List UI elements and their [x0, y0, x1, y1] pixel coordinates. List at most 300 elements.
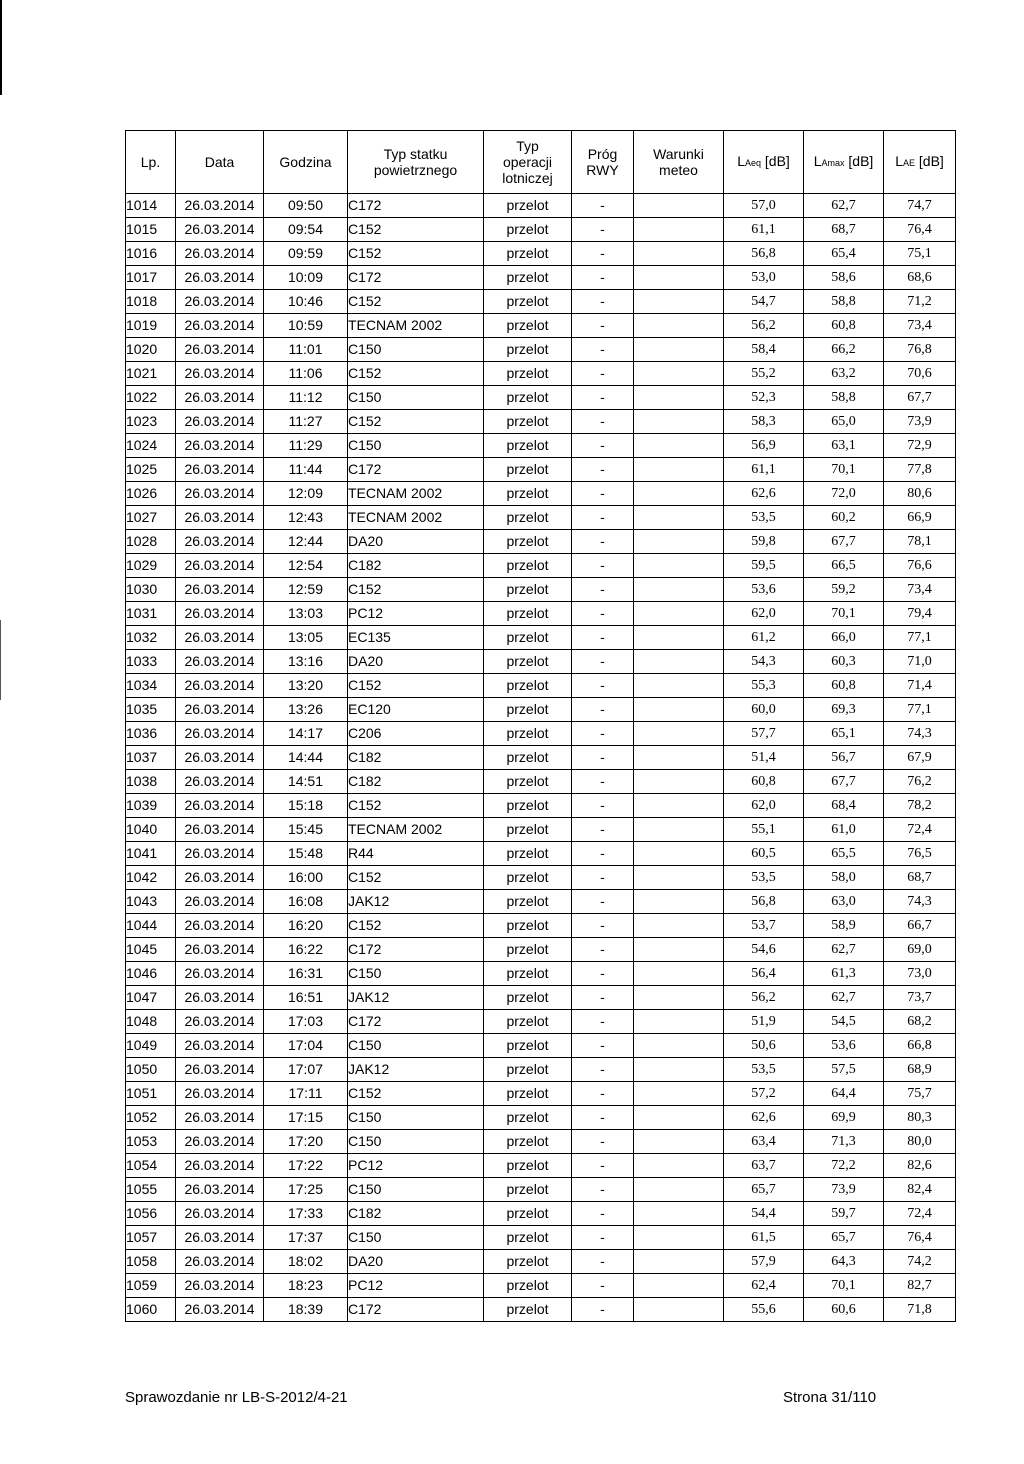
- cell-operation-type: przelot: [484, 986, 572, 1010]
- cell-operation-type: przelot: [484, 314, 572, 338]
- cell-weather: [634, 578, 724, 602]
- table-row: [126, 266, 956, 290]
- cell-lae: 71,8: [884, 1298, 956, 1322]
- cell-lamax: 70,1: [804, 458, 884, 482]
- cell-lae: 76,6: [884, 554, 956, 578]
- cell-runway-threshold: -: [572, 1106, 634, 1130]
- cell-lamax: 67,7: [804, 530, 884, 554]
- cell-runway-threshold: -: [572, 242, 634, 266]
- cell-weather: [634, 1298, 724, 1322]
- cell-lp: 1060: [126, 1298, 176, 1322]
- cell-date: 26.03.2014: [176, 434, 264, 458]
- cell-lp: 1050: [126, 1058, 176, 1082]
- cell-lp: 1051: [126, 1082, 176, 1106]
- cell-lamax: 63,0: [804, 890, 884, 914]
- cell-weather: [634, 986, 724, 1010]
- cell-date: 26.03.2014: [176, 458, 264, 482]
- cell-weather: [634, 506, 724, 530]
- header-time: Godzina: [264, 131, 348, 194]
- cell-lae: 74,7: [884, 194, 956, 218]
- cell-date: 26.03.2014: [176, 866, 264, 890]
- table-row: [126, 674, 956, 698]
- cell-date: 26.03.2014: [176, 290, 264, 314]
- cell-operation-type: przelot: [484, 866, 572, 890]
- cell-lae: 72,4: [884, 1202, 956, 1226]
- cell-weather: [634, 1106, 724, 1130]
- cell-laeq: 54,4: [724, 1202, 804, 1226]
- cell-lp: 1044: [126, 914, 176, 938]
- cell-runway-threshold: -: [572, 530, 634, 554]
- cell-time: 17:15: [264, 1106, 348, 1130]
- cell-laeq: 50,6: [724, 1034, 804, 1058]
- cell-lamax: 59,2: [804, 578, 884, 602]
- cell-date: 26.03.2014: [176, 266, 264, 290]
- cell-time: 11:12: [264, 386, 348, 410]
- report-number: Sprawozdanie nr LB-S-2012/4-21: [125, 1389, 348, 1406]
- cell-aircraft-type: C172: [348, 1010, 484, 1034]
- cell-lae: 76,4: [884, 1226, 956, 1250]
- cell-aircraft-type: C152: [348, 410, 484, 434]
- cell-laeq: 51,9: [724, 1010, 804, 1034]
- cell-laeq: 56,4: [724, 962, 804, 986]
- cell-lp: 1018: [126, 290, 176, 314]
- cell-aircraft-type: C150: [348, 434, 484, 458]
- cell-runway-threshold: -: [572, 1274, 634, 1298]
- page-number: Strona 31/110: [783, 1389, 877, 1406]
- table-row: [126, 482, 956, 506]
- cell-aircraft-type: C206: [348, 722, 484, 746]
- cell-lae: 68,9: [884, 1058, 956, 1082]
- cell-runway-threshold: -: [572, 674, 634, 698]
- table-row: [126, 410, 956, 434]
- cell-lp: 1052: [126, 1106, 176, 1130]
- cell-lae: 77,1: [884, 626, 956, 650]
- cell-laeq: 63,4: [724, 1130, 804, 1154]
- cell-operation-type: przelot: [484, 290, 572, 314]
- cell-operation-type: przelot: [484, 362, 572, 386]
- cell-weather: [634, 650, 724, 674]
- cell-lp: 1048: [126, 1010, 176, 1034]
- cell-time: 17:04: [264, 1034, 348, 1058]
- cell-runway-threshold: -: [572, 1298, 634, 1322]
- cell-aircraft-type: PC12: [348, 1154, 484, 1178]
- cell-aircraft-type: C172: [348, 1298, 484, 1322]
- cell-date: 26.03.2014: [176, 1298, 264, 1322]
- cell-lp: 1033: [126, 650, 176, 674]
- cell-lamax: 64,4: [804, 1082, 884, 1106]
- cell-laeq: 57,2: [724, 1082, 804, 1106]
- cell-runway-threshold: -: [572, 314, 634, 338]
- cell-operation-type: przelot: [484, 338, 572, 362]
- cell-weather: [634, 1082, 724, 1106]
- table-row: [126, 218, 956, 242]
- cell-weather: [634, 242, 724, 266]
- cell-operation-type: przelot: [484, 194, 572, 218]
- table-row: [126, 602, 956, 626]
- cell-operation-type: przelot: [484, 818, 572, 842]
- cell-lp: 1028: [126, 530, 176, 554]
- cell-aircraft-type: C150: [348, 1130, 484, 1154]
- cell-aircraft-type: DA20: [348, 530, 484, 554]
- cell-weather: [634, 842, 724, 866]
- cell-laeq: 62,6: [724, 1106, 804, 1130]
- cell-lamax: 61,0: [804, 818, 884, 842]
- cell-aircraft-type: PC12: [348, 1274, 484, 1298]
- cell-time: 12:43: [264, 506, 348, 530]
- table-row: [126, 1226, 956, 1250]
- cell-laeq: 55,2: [724, 362, 804, 386]
- cell-weather: [634, 194, 724, 218]
- table-row: [126, 962, 956, 986]
- cell-weather: [634, 794, 724, 818]
- cell-lae: 67,7: [884, 386, 956, 410]
- cell-lae: 71,4: [884, 674, 956, 698]
- table-row: [126, 1058, 956, 1082]
- cell-date: 26.03.2014: [176, 410, 264, 434]
- cell-laeq: 57,0: [724, 194, 804, 218]
- cell-laeq: 59,8: [724, 530, 804, 554]
- cell-runway-threshold: -: [572, 938, 634, 962]
- cell-date: 26.03.2014: [176, 362, 264, 386]
- header-laeq: LAeq [dB]: [724, 131, 804, 194]
- cell-laeq: 53,7: [724, 914, 804, 938]
- cell-laeq: 53,6: [724, 578, 804, 602]
- cell-lamax: 66,2: [804, 338, 884, 362]
- cell-laeq: 54,6: [724, 938, 804, 962]
- table-header-row: [126, 131, 956, 194]
- cell-aircraft-type: C150: [348, 338, 484, 362]
- table-row: [126, 1154, 956, 1178]
- cell-time: 10:09: [264, 266, 348, 290]
- table-row: [126, 1202, 956, 1226]
- cell-lamax: 56,7: [804, 746, 884, 770]
- cell-aircraft-type: C182: [348, 746, 484, 770]
- cell-runway-threshold: -: [572, 458, 634, 482]
- cell-lp: 1037: [126, 746, 176, 770]
- cell-runway-threshold: -: [572, 338, 634, 362]
- cell-operation-type: przelot: [484, 554, 572, 578]
- cell-aircraft-type: C152: [348, 914, 484, 938]
- cell-lp: 1039: [126, 794, 176, 818]
- header-date: Data: [176, 131, 264, 194]
- cell-operation-type: przelot: [484, 746, 572, 770]
- cell-time: 17:25: [264, 1178, 348, 1202]
- cell-date: 26.03.2014: [176, 602, 264, 626]
- cell-operation-type: przelot: [484, 578, 572, 602]
- cell-operation-type: przelot: [484, 914, 572, 938]
- cell-lae: 73,4: [884, 578, 956, 602]
- cell-runway-threshold: -: [572, 842, 634, 866]
- cell-weather: [634, 386, 724, 410]
- cell-aircraft-type: C182: [348, 554, 484, 578]
- cell-weather: [634, 290, 724, 314]
- cell-operation-type: przelot: [484, 1010, 572, 1034]
- cell-time: 11:44: [264, 458, 348, 482]
- cell-laeq: 62,0: [724, 794, 804, 818]
- cell-laeq: 58,4: [724, 338, 804, 362]
- cell-aircraft-type: DA20: [348, 1250, 484, 1274]
- cell-date: 26.03.2014: [176, 1106, 264, 1130]
- cell-lae: 77,1: [884, 698, 956, 722]
- cell-lae: 68,2: [884, 1010, 956, 1034]
- cell-aircraft-type: C150: [348, 1034, 484, 1058]
- cell-date: 26.03.2014: [176, 794, 264, 818]
- cell-lamax: 66,0: [804, 626, 884, 650]
- cell-date: 26.03.2014: [176, 1274, 264, 1298]
- cell-time: 17:37: [264, 1226, 348, 1250]
- cell-time: 12:54: [264, 554, 348, 578]
- cell-operation-type: przelot: [484, 1274, 572, 1298]
- cell-aircraft-type: C152: [348, 362, 484, 386]
- cell-date: 26.03.2014: [176, 1082, 264, 1106]
- cell-date: 26.03.2014: [176, 914, 264, 938]
- cell-aircraft-type: DA20: [348, 650, 484, 674]
- cell-lae: 75,1: [884, 242, 956, 266]
- cell-date: 26.03.2014: [176, 218, 264, 242]
- table-row: [126, 650, 956, 674]
- cell-laeq: 56,2: [724, 986, 804, 1010]
- cell-runway-threshold: -: [572, 410, 634, 434]
- table-row: [126, 1298, 956, 1322]
- cell-date: 26.03.2014: [176, 842, 264, 866]
- cell-lae: 76,4: [884, 218, 956, 242]
- cell-lamax: 58,6: [804, 266, 884, 290]
- cell-aircraft-type: C152: [348, 242, 484, 266]
- cell-lae: 72,4: [884, 818, 956, 842]
- cell-lp: 1059: [126, 1274, 176, 1298]
- cell-lp: 1032: [126, 626, 176, 650]
- cell-time: 11:27: [264, 410, 348, 434]
- table-row: [126, 1130, 956, 1154]
- cell-date: 26.03.2014: [176, 506, 264, 530]
- cell-date: 26.03.2014: [176, 1178, 264, 1202]
- header-weather: Warunki meteo: [634, 131, 724, 194]
- table-row: [126, 818, 956, 842]
- cell-operation-type: przelot: [484, 722, 572, 746]
- cell-operation-type: przelot: [484, 1058, 572, 1082]
- cell-runway-threshold: -: [572, 1154, 634, 1178]
- cell-weather: [634, 890, 724, 914]
- cell-runway-threshold: -: [572, 722, 634, 746]
- cell-date: 26.03.2014: [176, 578, 264, 602]
- cell-weather: [634, 482, 724, 506]
- cell-time: 11:06: [264, 362, 348, 386]
- cell-date: 26.03.2014: [176, 650, 264, 674]
- header-runway-threshold: Próg RWY: [572, 131, 634, 194]
- cell-date: 26.03.2014: [176, 626, 264, 650]
- cell-runway-threshold: -: [572, 482, 634, 506]
- cell-lae: 66,9: [884, 506, 956, 530]
- cell-operation-type: przelot: [484, 1250, 572, 1274]
- cell-lamax: 70,1: [804, 1274, 884, 1298]
- cell-lae: 76,2: [884, 770, 956, 794]
- table-row: [126, 746, 956, 770]
- cell-lae: 68,6: [884, 266, 956, 290]
- cell-laeq: 54,7: [724, 290, 804, 314]
- cell-laeq: 63,7: [724, 1154, 804, 1178]
- cell-date: 26.03.2014: [176, 818, 264, 842]
- cell-weather: [634, 314, 724, 338]
- cell-operation-type: przelot: [484, 1082, 572, 1106]
- cell-operation-type: przelot: [484, 650, 572, 674]
- cell-laeq: 56,9: [724, 434, 804, 458]
- table-row: [126, 938, 956, 962]
- cell-operation-type: przelot: [484, 386, 572, 410]
- cell-date: 26.03.2014: [176, 1034, 264, 1058]
- cell-laeq: 61,2: [724, 626, 804, 650]
- cell-laeq: 61,1: [724, 458, 804, 482]
- cell-lp: 1035: [126, 698, 176, 722]
- cell-lamax: 60,8: [804, 314, 884, 338]
- cell-aircraft-type: C152: [348, 794, 484, 818]
- cell-weather: [634, 1202, 724, 1226]
- cell-lp: 1041: [126, 842, 176, 866]
- cell-lae: 73,9: [884, 410, 956, 434]
- cell-weather: [634, 674, 724, 698]
- cell-runway-threshold: -: [572, 578, 634, 602]
- cell-lp: 1054: [126, 1154, 176, 1178]
- cell-lamax: 58,0: [804, 866, 884, 890]
- cell-time: 16:51: [264, 986, 348, 1010]
- cell-laeq: 53,5: [724, 1058, 804, 1082]
- cell-time: 18:02: [264, 1250, 348, 1274]
- cell-lae: 82,6: [884, 1154, 956, 1178]
- cell-lamax: 62,7: [804, 938, 884, 962]
- cell-operation-type: przelot: [484, 626, 572, 650]
- cell-time: 11:29: [264, 434, 348, 458]
- cell-time: 10:59: [264, 314, 348, 338]
- cell-weather: [634, 818, 724, 842]
- cell-date: 26.03.2014: [176, 1226, 264, 1250]
- cell-lae: 78,2: [884, 794, 956, 818]
- cell-weather: [634, 1130, 724, 1154]
- cell-time: 09:59: [264, 242, 348, 266]
- cell-laeq: 55,3: [724, 674, 804, 698]
- cell-lae: 73,7: [884, 986, 956, 1010]
- cell-runway-threshold: -: [572, 866, 634, 890]
- table-row: [126, 914, 956, 938]
- cell-aircraft-type: C150: [348, 386, 484, 410]
- cell-lae: 71,2: [884, 290, 956, 314]
- cell-laeq: 56,8: [724, 890, 804, 914]
- cell-lae: 74,3: [884, 722, 956, 746]
- cell-aircraft-type: C150: [348, 1106, 484, 1130]
- cell-lae: 76,8: [884, 338, 956, 362]
- cell-lamax: 65,0: [804, 410, 884, 434]
- cell-aircraft-type: C150: [348, 1226, 484, 1250]
- cell-time: 17:07: [264, 1058, 348, 1082]
- cell-lamax: 65,5: [804, 842, 884, 866]
- cell-lamax: 60,8: [804, 674, 884, 698]
- cell-aircraft-type: C152: [348, 674, 484, 698]
- cell-lamax: 69,9: [804, 1106, 884, 1130]
- cell-lp: 1042: [126, 866, 176, 890]
- table-row: [126, 530, 956, 554]
- cell-lae: 72,9: [884, 434, 956, 458]
- cell-time: 12:09: [264, 482, 348, 506]
- cell-time: 16:00: [264, 866, 348, 890]
- cell-weather: [634, 1250, 724, 1274]
- cell-runway-threshold: -: [572, 818, 634, 842]
- cell-runway-threshold: -: [572, 914, 634, 938]
- cell-lp: 1053: [126, 1130, 176, 1154]
- cell-operation-type: przelot: [484, 794, 572, 818]
- table-row: [126, 578, 956, 602]
- cell-lp: 1049: [126, 1034, 176, 1058]
- cell-weather: [634, 602, 724, 626]
- cell-weather: [634, 1274, 724, 1298]
- cell-time: 09:50: [264, 194, 348, 218]
- table-row: [126, 434, 956, 458]
- cell-date: 26.03.2014: [176, 1010, 264, 1034]
- cell-operation-type: przelot: [484, 458, 572, 482]
- cell-operation-type: przelot: [484, 938, 572, 962]
- cell-weather: [634, 530, 724, 554]
- cell-weather: [634, 1178, 724, 1202]
- cell-lamax: 63,2: [804, 362, 884, 386]
- cell-operation-type: przelot: [484, 674, 572, 698]
- cell-time: 17:11: [264, 1082, 348, 1106]
- cell-lp: 1057: [126, 1226, 176, 1250]
- cell-lamax: 65,7: [804, 1226, 884, 1250]
- cell-lp: 1024: [126, 434, 176, 458]
- cell-laeq: 53,0: [724, 266, 804, 290]
- cell-weather: [634, 746, 724, 770]
- cell-aircraft-type: JAK12: [348, 1058, 484, 1082]
- cell-runway-threshold: -: [572, 1058, 634, 1082]
- cell-lamax: 72,2: [804, 1154, 884, 1178]
- header-lamax: LAmax [dB]: [804, 131, 884, 194]
- cell-operation-type: przelot: [484, 1178, 572, 1202]
- cell-aircraft-type: C172: [348, 938, 484, 962]
- cell-date: 26.03.2014: [176, 530, 264, 554]
- cell-laeq: 61,1: [724, 218, 804, 242]
- cell-weather: [634, 218, 724, 242]
- cell-date: 26.03.2014: [176, 698, 264, 722]
- cell-lae: 70,6: [884, 362, 956, 386]
- cell-lp: 1056: [126, 1202, 176, 1226]
- cell-laeq: 53,5: [724, 506, 804, 530]
- cell-lamax: 68,7: [804, 218, 884, 242]
- cell-runway-threshold: -: [572, 794, 634, 818]
- cell-lp: 1022: [126, 386, 176, 410]
- cell-lp: 1045: [126, 938, 176, 962]
- table-row: [126, 890, 956, 914]
- cell-aircraft-type: TECNAM 2002: [348, 506, 484, 530]
- cell-lp: 1031: [126, 602, 176, 626]
- cell-aircraft-type: C152: [348, 866, 484, 890]
- cell-date: 26.03.2014: [176, 770, 264, 794]
- cell-lp: 1046: [126, 962, 176, 986]
- cell-time: 13:05: [264, 626, 348, 650]
- cell-laeq: 62,0: [724, 602, 804, 626]
- cell-laeq: 57,7: [724, 722, 804, 746]
- cell-runway-threshold: -: [572, 218, 634, 242]
- cell-time: 14:44: [264, 746, 348, 770]
- cell-weather: [634, 1010, 724, 1034]
- cell-laeq: 55,6: [724, 1298, 804, 1322]
- cell-weather: [634, 554, 724, 578]
- cell-operation-type: przelot: [484, 410, 572, 434]
- cell-time: 16:22: [264, 938, 348, 962]
- flight-noise-table: [125, 130, 956, 1322]
- cell-aircraft-type: PC12: [348, 602, 484, 626]
- cell-weather: [634, 698, 724, 722]
- cell-laeq: 52,3: [724, 386, 804, 410]
- cell-runway-threshold: -: [572, 986, 634, 1010]
- cell-date: 26.03.2014: [176, 746, 264, 770]
- cell-date: 26.03.2014: [176, 986, 264, 1010]
